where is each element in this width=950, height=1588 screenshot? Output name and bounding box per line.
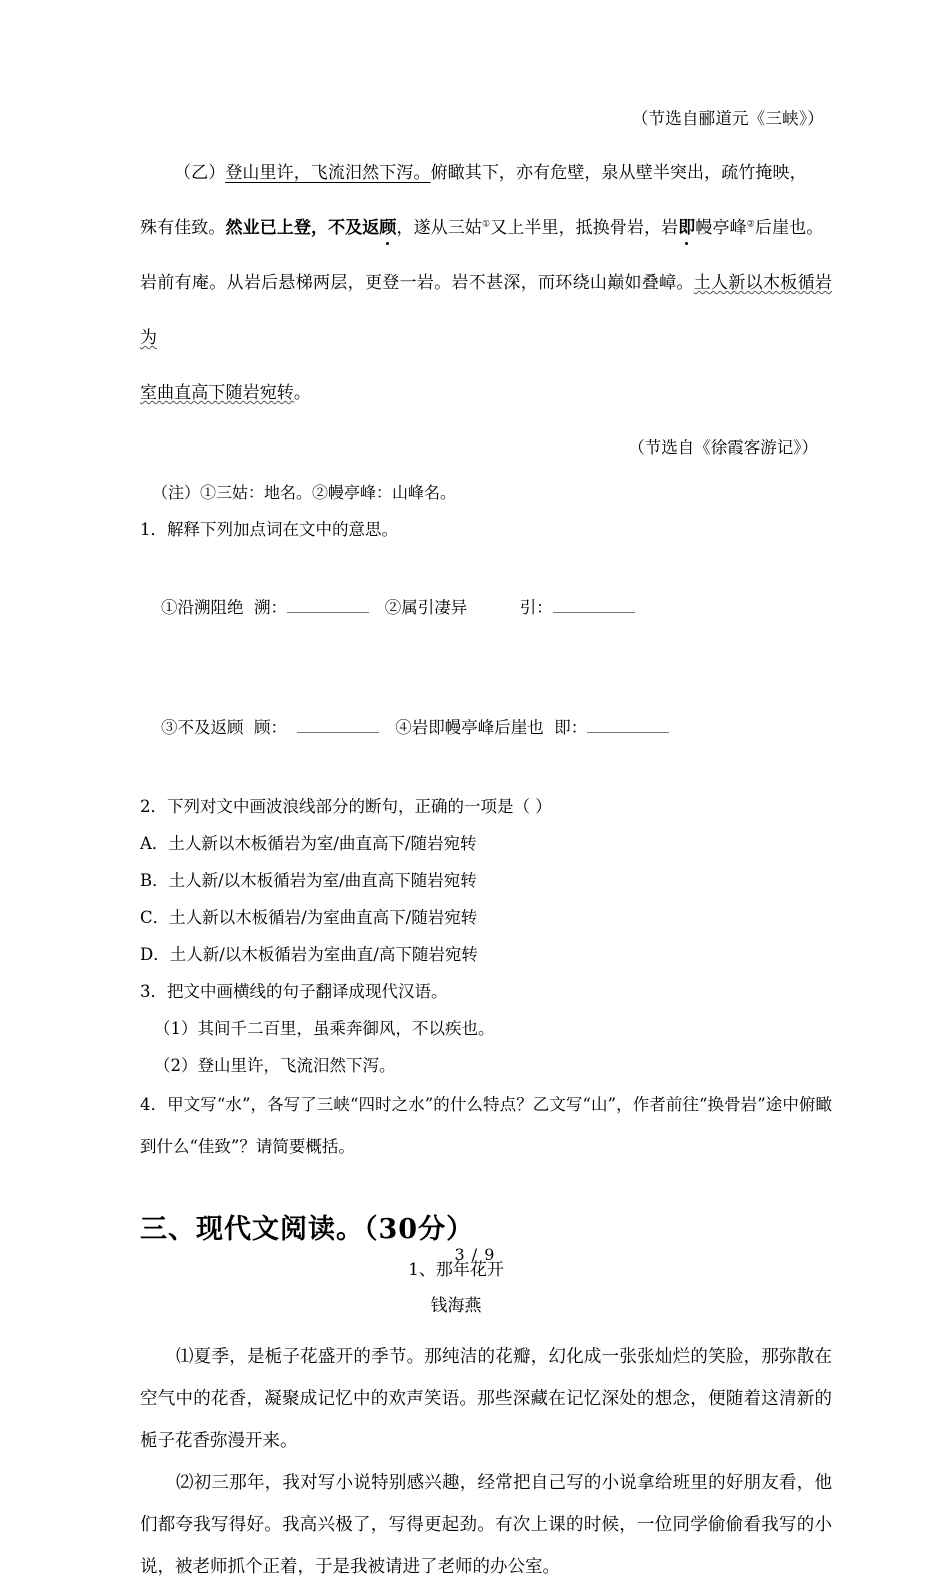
passage-yi-line2-d: 又上半里，抵换骨岩，岩	[490, 218, 679, 238]
q1-item-2-word: 引：	[519, 598, 553, 617]
question-4-text: 4．甲文写“水”，各写了三峡“四时之水”的什么特点？乙文写“山”，作者前往“换骨岩”途中俯瞰到什么“佳致”？请简要概括。	[140, 1095, 832, 1156]
passage-yi-line-4	[140, 366, 832, 421]
question-2-option-d[interactable]: D．土人新/以木板循岩为室曲直/高下随岩宛转	[140, 945, 478, 964]
passage-yi-line-2	[140, 201, 832, 256]
passage-yi-line3-a: 岩前有庵。从岩后悬梯两层，更登一岩。岩不甚深，而环绕山巅如叠嶂。	[140, 273, 694, 293]
passage-yi-line-3	[140, 256, 832, 366]
q1-answer-blank-1[interactable]	[287, 597, 369, 613]
passage-yi-line2-e: 幔亭峰	[695, 218, 747, 238]
q1-item-4-phrase: 岩即幔亭峰后崖也	[411, 718, 544, 737]
passage-yi-label: （乙）	[174, 163, 226, 183]
q1-item-3-word: 顾：	[253, 718, 287, 737]
question-2-option-c[interactable]: C．土人新以木板循岩/为室曲直高下/随岩宛转	[140, 908, 478, 927]
passage-yi-line-1	[140, 146, 832, 201]
passage-yi-line4-end: 。	[293, 383, 312, 403]
question-1-row-1	[140, 548, 832, 668]
passage-yi-line2-a: 殊有佳致。	[140, 218, 226, 238]
q1-answer-blank-3[interactable]	[297, 717, 379, 733]
q1-item-1-num: ①	[160, 598, 178, 617]
passage-yi-line2-c: ，遂从三姑	[396, 218, 483, 238]
question-3-item-1: （1）其间千二百里，虽乘奔御风，不以疾也。	[154, 1019, 495, 1038]
q1-item-2-num: ②	[384, 598, 402, 617]
passage-yi-line2-f: 后崖也。	[754, 218, 824, 238]
emphasis-dot-char-gu: 顾	[379, 218, 397, 238]
wavy-underline-part-2: 室曲直高下随岩宛转	[140, 383, 294, 403]
question-2-stem: 2．下列对文中画波浪线部分的断句，正确的一项是（ ）	[140, 797, 552, 816]
passage-jia-attribution: （节选自郦道元《三峡》）	[631, 109, 824, 128]
question-3-stem: 3．把文中画横线的句子翻译成现代汉语。	[140, 982, 448, 1001]
q1-answer-blank-2[interactable]	[553, 597, 635, 613]
q1-item-1-phrase: 沿溯阻绝	[177, 598, 244, 617]
page-footer: 3 / 9	[454, 1245, 496, 1264]
section-three-heading: 三、现代文阅读。（30分）	[140, 1214, 475, 1245]
article-author: 钱海燕	[430, 1296, 482, 1316]
footnote-marker-1: ①	[482, 219, 491, 230]
q1-item-3-num: ③	[160, 718, 178, 737]
q1-item-1-word: 溯：	[253, 598, 287, 617]
wavy-underline-part-1: 土人新以木板循岩为	[140, 273, 832, 348]
question-1-row-2	[140, 668, 832, 788]
footnote-marker-2: ②	[746, 219, 755, 230]
question-1-stem: 1．解释下列加点词在文中的意思。	[140, 520, 398, 539]
passage-yi-line2-b: 然业已上登，不及返	[225, 218, 380, 238]
passage-notes: （注）①三姑：地名。②幔亭峰：山峰名。	[152, 483, 457, 502]
q1-item-4-word: 即：	[554, 718, 588, 737]
q1-item-3-phrase: 不及返顾	[177, 718, 244, 737]
article-title: 1、那年花开	[408, 1260, 504, 1280]
q1-answer-blank-4[interactable]	[587, 717, 669, 733]
question-2-option-b[interactable]: B．土人新/以木板循岩为室/曲直高下随岩宛转	[140, 871, 477, 890]
top-spacer	[140, 0, 832, 104]
passage-yi-underlined-sentence: 登山里许，飞流汨然下泻。	[225, 163, 431, 183]
q1-item-4-num: ④	[395, 718, 412, 737]
question-2-option-a[interactable]: A．土人新以木板循岩为室/曲直高下/随岩宛转	[140, 834, 477, 853]
article-paragraph-2: ⑵初三那年，我对写小说特别感兴趣，经常把自己写的小说拿给班里的好朋友看，他们都夸我写得好。我高兴极了，写得更起劲。有次上课的时候，一位同学偷偷看我写的小说，被老师抓个正着，于是我被请进了老师的办公室。	[140, 1473, 832, 1577]
emphasis-dot-char-ji: 即	[678, 218, 696, 238]
passage-yi-line1-rest: 俯瞰其下，亦有危壁，泉从壁半突出，疏竹掩映，	[430, 163, 807, 183]
article-paragraph-1: ⑴夏季，是栀子花盛开的季节。那纯洁的花瓣，幻化成一张张灿烂的笑脸，那弥散在空气中的花香，凝聚成记忆中的欢声笑语。那些深藏在记忆深处的想念，便随着这清新的栀子花香弥漫开来。	[140, 1347, 832, 1451]
q1-item-2-phrase: 属引凄异	[401, 598, 468, 617]
question-3-item-2: （2）登山里许，飞流汨然下泻。	[154, 1056, 396, 1075]
passage-yi-attribution: （节选自《徐霞客游记》）	[628, 438, 818, 457]
